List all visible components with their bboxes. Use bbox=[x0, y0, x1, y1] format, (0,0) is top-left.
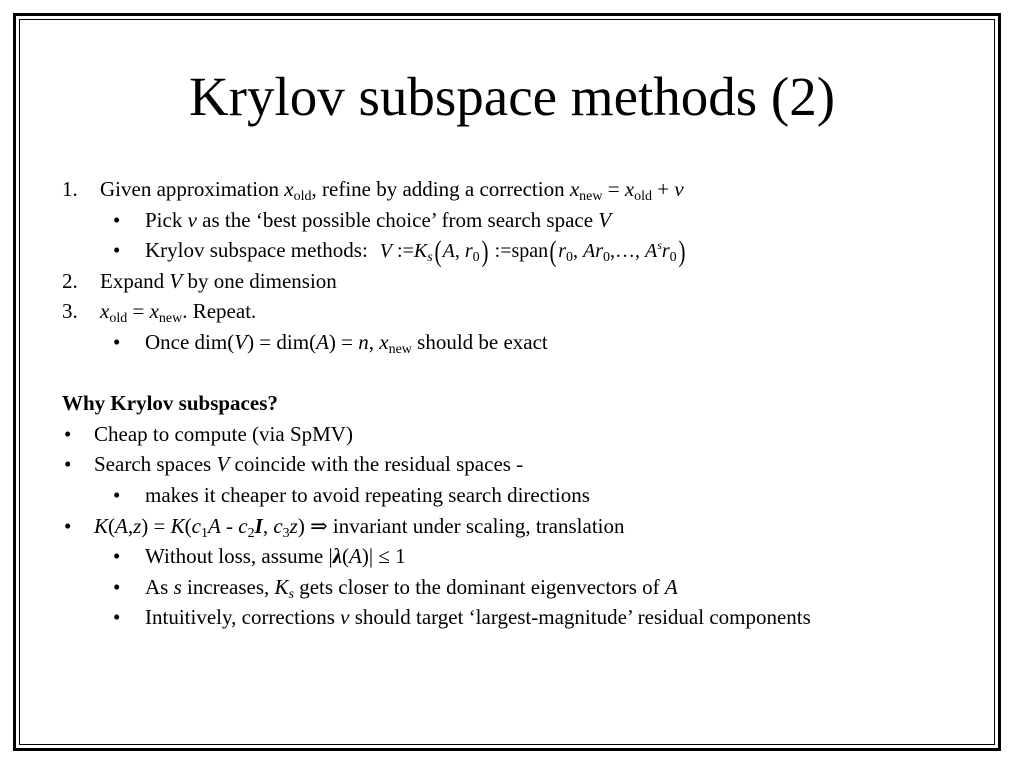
bullet-text: As s increases, $K_s$ gets closer to the dominant eigenvectors of A bbox=[145, 574, 678, 602]
bullet-text: Pick v as the ‘best possible choice’ from search space V bbox=[145, 207, 612, 232]
krylov-formula: V $:=K_s(A$, $r_0$) $:=span(r_0$, $Ar_0,\dots$, $A^sr_0$) bbox=[379, 235, 686, 269]
list-item-1 bbox=[62, 174, 982, 205]
item-text: Given approximation $x_{old}$, refine by adding a correction $x_{new} = x_{old} + v$ bbox=[100, 177, 684, 204]
list-item-3 bbox=[62, 296, 982, 327]
item-text: $x_{old} = x_{new}$. Repeat. bbox=[100, 299, 257, 327]
bullet-invariance bbox=[62, 511, 982, 542]
slide-body bbox=[62, 174, 982, 633]
bullet-text: makes it cheaper to avoid repeating search directions bbox=[145, 482, 590, 507]
bullet-text: Once dim(V) = dim(A) = n, $x_{new}$ should be exact bbox=[145, 329, 548, 357]
why-heading: Why Krylov subspaces? bbox=[62, 391, 278, 416]
bullet-text: $K(A,z) = K(c_1A - c_2I$, $c_3z$) ⇒ invariant under scaling, translation bbox=[94, 513, 625, 541]
bullet-text: Cheap to compute (via SpMV) bbox=[94, 421, 353, 446]
bullet-text: Intuitively, corrections v should target ‘largest-magnitude’ residual components bbox=[145, 605, 811, 630]
bullet-text: Krylov subspace methods: V $:=K_s(A$, $r_0$) $:=span(r_0$, $Ar_0,\dots$, $A^sr_0$) bbox=[145, 235, 686, 269]
bullet-marker: • bbox=[113, 329, 121, 354]
bullet-marker: • bbox=[113, 574, 121, 599]
sub-bullet-krylov bbox=[62, 235, 982, 269]
sub-bullet-pick bbox=[62, 205, 982, 236]
bullet-search-spaces bbox=[62, 449, 982, 480]
bullet-marker: • bbox=[113, 605, 121, 630]
list-item-2 bbox=[62, 266, 982, 297]
bullet-marker: • bbox=[64, 513, 72, 538]
slide-title: Krylov subspace methods (2) bbox=[188, 66, 836, 127]
bullet-marker: • bbox=[113, 238, 121, 263]
bullet-marker: • bbox=[113, 482, 121, 507]
sub-bullet-cheaper bbox=[62, 480, 982, 511]
sub-bullet-without-loss bbox=[62, 541, 982, 572]
bullet-marker: • bbox=[64, 421, 72, 446]
bullet-cheap bbox=[62, 419, 982, 450]
sub-bullet-once bbox=[62, 327, 982, 358]
sub-bullet-intuitively bbox=[62, 602, 982, 633]
bullet-marker: • bbox=[113, 207, 121, 232]
item-number: 2. bbox=[62, 268, 78, 293]
sub-bullet-as-s-increases bbox=[62, 572, 982, 603]
item-number: 1. bbox=[62, 177, 78, 201]
item-text: Expand V by one dimension bbox=[100, 268, 337, 293]
item-number: 3. bbox=[62, 299, 78, 324]
spacer bbox=[62, 358, 982, 389]
bullet-marker: • bbox=[64, 452, 72, 477]
bullet-marker: • bbox=[113, 544, 121, 569]
bullet-text: Without loss, assume |λ(A)| ≤ 1 bbox=[145, 544, 406, 569]
bullet-text: Search spaces V coincide with the residual spaces - bbox=[94, 452, 524, 477]
